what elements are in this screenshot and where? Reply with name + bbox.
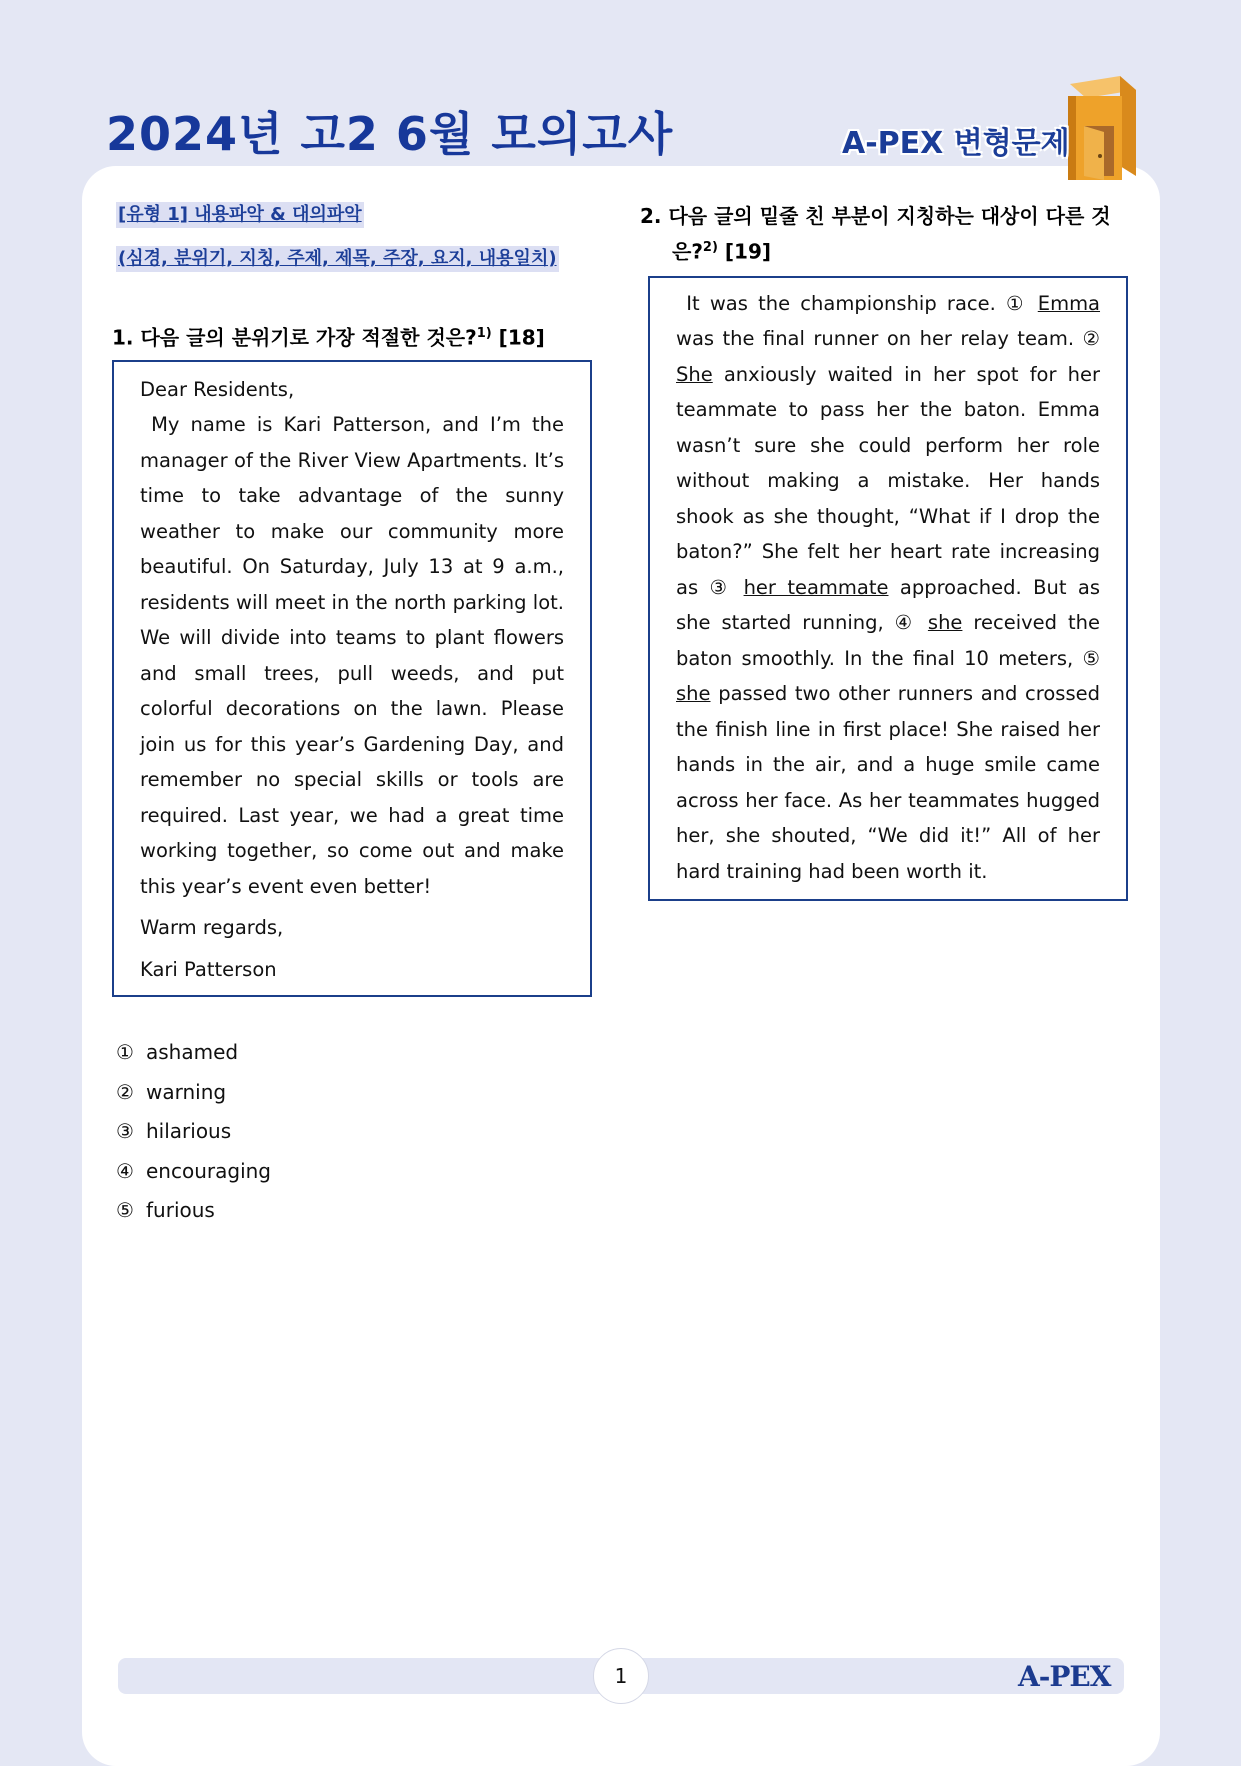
left-column [112, 200, 602, 1231]
letter-closing: Warm regards, [140, 916, 284, 940]
option-number: ① [116, 1040, 134, 1065]
question-1-passage [112, 360, 592, 998]
marker-2: ② [1082, 327, 1100, 351]
question-2-passage [648, 276, 1128, 902]
option-1[interactable] [116, 1033, 602, 1073]
underlined-referent-1: Emma [1037, 291, 1101, 315]
question-1-text: 다음 글의 분위기로 가장 적절한 것은? [140, 325, 477, 350]
letter-body [140, 407, 564, 904]
story-segment: passed two other runners and crossed the finish line in first place! She raised her hands in the air, and a huge smile came across her face. As her teammates hugged her, she shouted, “We did it!” All of her hard training had been worth it. [676, 682, 1100, 883]
story-segment: anxiously waited in her spot for her teammate to pass her the baton. Emma wasn’t sure she could perform her role without making a mistake. Her hands shook as she thought, “What if I drop the baton?” She felt her heart rate increasing as [676, 362, 1100, 599]
story-segment: approached. But as she started running, [676, 575, 1100, 635]
question-2-prompt [640, 200, 1140, 268]
option-text: encouraging [146, 1158, 271, 1183]
question-1-footnote: 1) [476, 326, 492, 341]
question-1-options [116, 1033, 602, 1231]
option-4[interactable] [116, 1152, 602, 1192]
option-2[interactable] [116, 1073, 602, 1113]
footer-logo: A-PEX [1018, 1660, 1111, 1693]
option-number: ③ [116, 1119, 134, 1144]
question-2-number: 2. [640, 204, 662, 228]
option-5[interactable] [116, 1191, 602, 1231]
letter-salutation: Dear Residents, [140, 377, 295, 401]
story-segment: was the final runner on her relay team. [676, 327, 1083, 351]
question-1-source: [18] [498, 325, 545, 350]
marker-1: ① [1006, 291, 1028, 315]
question-1-number: 1. [112, 325, 134, 350]
question-type-heading: [유형 1] 내용파악 & 대의파악 [116, 202, 364, 228]
story-segment: It was the championship race. [686, 291, 1007, 315]
brand-label: A-PEX 변형문제 [842, 126, 1070, 161]
underlined-referent-3: her teammate [743, 575, 889, 599]
option-3[interactable] [116, 1112, 602, 1152]
letter-body-text: My name is Kari Patterson, and I’m the manager of the River View Apartments. It’s time to take advantage of the sunny weather to make our community more beautiful. On Saturday, July 13 at 9 a.m., residents will meet in the north parking lot. We will divide into teams to plant flowers and small trees, pull weeds, and put colorful decorations on the lawn. Please join us for this year’s Gardening Day, and remember no special skills or tools are required. Last year, we had a great time working together, so come out and make this year’s event even better! [140, 413, 564, 898]
letter-signature: Kari Patterson [140, 957, 277, 981]
page-number: 1 [593, 1648, 649, 1704]
option-number: ② [116, 1079, 134, 1104]
option-text: ashamed [146, 1040, 239, 1065]
underlined-referent-5: she [676, 682, 711, 706]
question-2-text: 다음 글의 밑줄 친 부분이 지칭하는 대상이 다른 것은? [668, 204, 1111, 264]
right-column [640, 200, 1140, 901]
question-1-prompt [112, 318, 602, 354]
option-number: ④ [116, 1158, 134, 1183]
question-type-subheading: (심경, 분위기, 지칭, 주제, 제목, 주장, 요지, 내용일치) [116, 246, 559, 272]
option-text: warning [146, 1079, 227, 1104]
story-text [676, 286, 1100, 890]
marker-5: ⑤ [1082, 646, 1100, 670]
option-text: furious [146, 1198, 215, 1223]
underlined-referent-4: she [927, 611, 963, 635]
question-2-footnote: 2) [702, 240, 718, 255]
story-segment: received the baton smoothly. In the final 10 meters, [676, 611, 1100, 670]
option-text: hilarious [146, 1119, 232, 1144]
marker-4: ④ [894, 611, 917, 635]
question-2-source: [19] [724, 239, 772, 264]
book-door-icon [1058, 76, 1144, 182]
marker-3: ③ [709, 575, 733, 599]
underlined-referent-2: She [676, 362, 713, 386]
option-number: ⑤ [116, 1198, 134, 1223]
page-title: 2024년 고2 6월 모의고사 [106, 107, 674, 161]
